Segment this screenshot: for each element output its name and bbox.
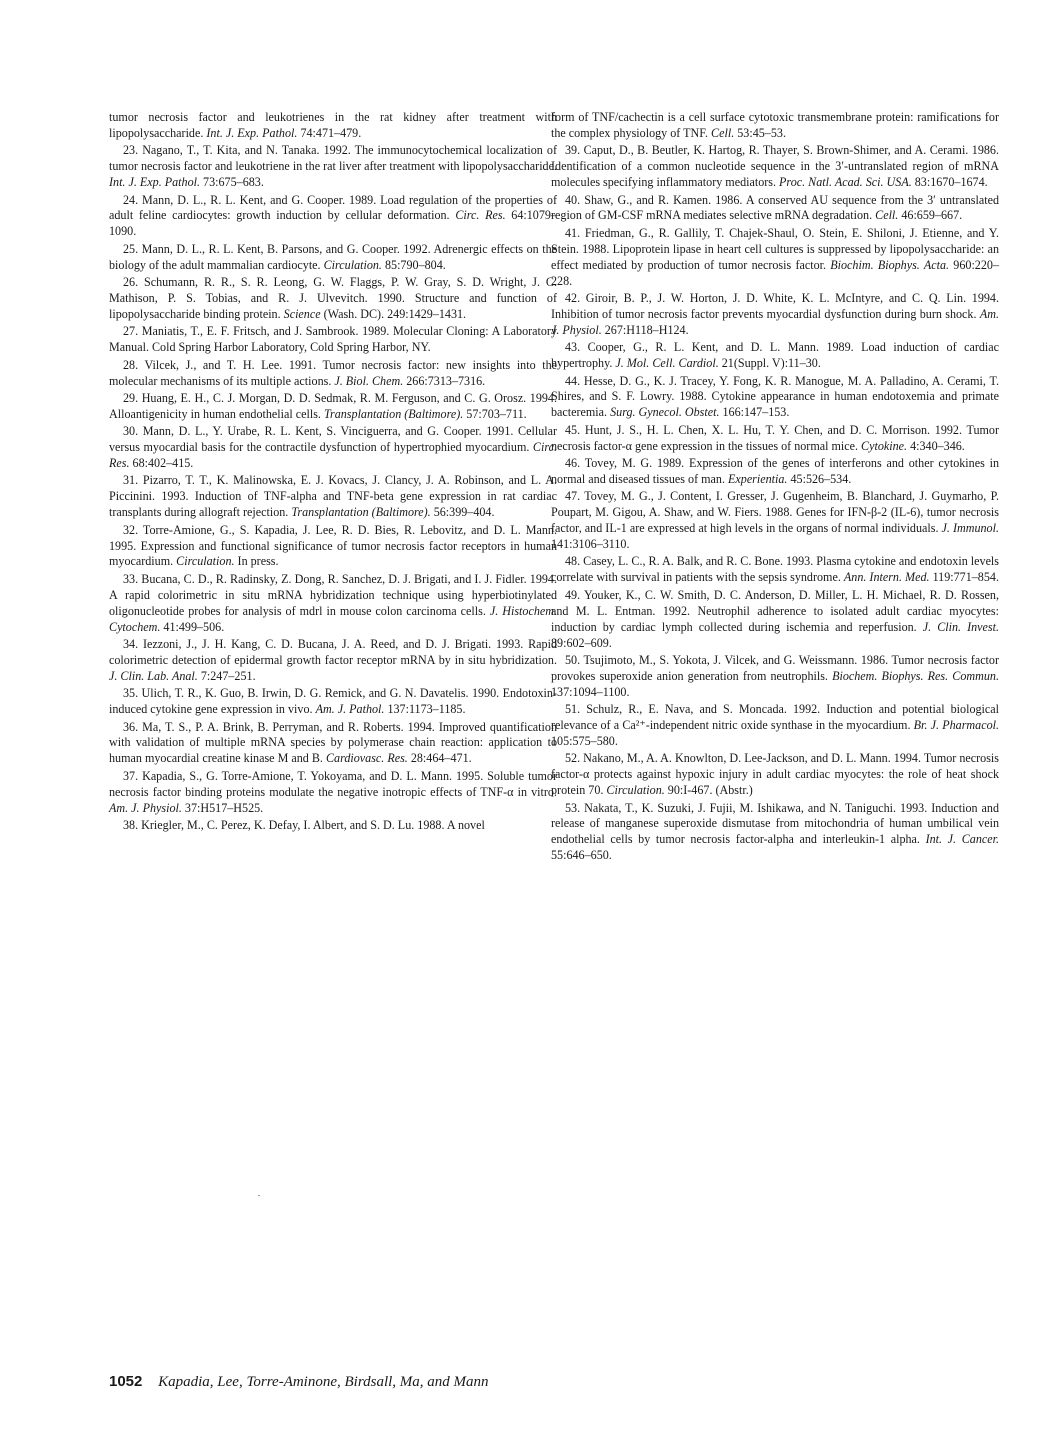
reference-citation-tail: 7:247–251. (197, 668, 256, 683)
reference-entry (551, 489, 999, 553)
reference-text: 28. Vilcek, J., and T. H. Lee. 1991. Tumor necrosis factor: new insights into the molecular mechanisms of its multiple actions. (109, 357, 557, 388)
journal-name: J. Biol. Chem. (334, 373, 404, 388)
reference-entry (551, 193, 999, 225)
reference-entry (109, 242, 557, 274)
reference-entry (109, 686, 557, 718)
reference-entry (551, 702, 999, 750)
journal-name: Transplantation (Baltimore). (291, 505, 431, 520)
reference-citation-tail: 56:399–404. (430, 505, 495, 520)
reference-text: 27. Maniatis, T., E. F. Fritsch, and J. Sambrook. 1989. Molecular Cloning: A Laboratory Manual. Cold Spring Harbor Laboratory, Cold Spring Harbor, NY. (109, 324, 557, 355)
reference-text: 47. Tovey, M. G., J. Content, I. Gresser, J. Gugenheim, B. Blanchard, J. Guymarho, P. Poupart, M. Gigou, A. Shaw, and W. Fiers. 1988. Genes for IFN-β-2 (IL-6), tumor necrosis factor, and IL-1 are expressed at high levels in the organs of normal individuals. (551, 489, 999, 536)
reference-text: 53. Nakata, T., K. Suzuki, J. Fujii, M. Ishikawa, and N. Taniguchi. 1993. Induction and release of manganese superoxide dismutase from mitochondria of human umbilical vein endothelial cells by tumor necrosis factor-alpha and interleukin-1 alpha. (551, 800, 999, 847)
journal-name: Experientia. (728, 471, 788, 486)
reference-text: 25. Mann, D. L., R. L. Kent, B. Parsons, and G. Cooper. 1992. Adrenergic effects on the biology of the adult mammalian cardiocyte. (109, 241, 557, 272)
reference-text: 34. Iezzoni, J., J. H. Kang, C. D. Bucana, J. A. Reed, and D. J. Brigati. 1993. Rapid colorimetric detection of epidermal growth factor receptor mRNA by in situ hybridization. (109, 637, 557, 667)
reference-text: 51. Schulz, R., E. Nava, and S. Moncada. 1992. Induction and potential biological relevance of a Ca²⁺-independent nitric oxide synthase in the myocardium. (551, 702, 999, 733)
reference-citation-tail: 105:575–580. (551, 733, 618, 748)
reference-entry (109, 324, 557, 356)
reference-citation-tail: 90:I-467. (Abstr.) (664, 783, 753, 798)
journal-name: Circulation. (323, 257, 382, 272)
reference-text: 38. Kriegler, M., C. Perez, K. Defay, I. Albert, and S. D. Lu. 1988. A novel (123, 817, 485, 832)
reference-citation-tail: (Wash. DC). 249:1429–1431. (320, 306, 467, 321)
journal-name: Cell. (875, 208, 899, 223)
journal-name: J. Immunol. (941, 521, 999, 536)
reference-text: 48. Casey, L. C., R. A. Balk, and R. C. Bone. 1993. Plasma cytokine and endotoxin levels correlate with survival in patients with the sepsis syndrome. (551, 554, 999, 585)
reference-citation-tail: 166:147–153. (719, 405, 790, 420)
reference-text: 37. Kapadia, S., G. Torre-Amione, T. Yokoyama, and D. L. Mann. 1995. Soluble tumor necrosis factor binding proteins modulate the negative inotropic effects of TNF-α in vitro. (109, 768, 557, 799)
reference-entry (109, 143, 557, 191)
reference-text: 30. Mann, D. L., Y. Urabe, R. L. Kent, S. Vinciguerra, and G. Cooper. 1991. Cellular versus myocardial basis for the contractile dysfunction of hypertrophied myocardium. (109, 424, 557, 455)
journal-name: J. Histochem. Cytochem. (109, 603, 557, 634)
journal-name: Int. J. Cancer. (925, 832, 999, 847)
reference-entry (551, 554, 999, 586)
reference-citation-tail: 28:464–471. (407, 751, 472, 766)
reference-text: 33. Bucana, C. D., R. Radinsky, Z. Dong, R. Sanchez, D. J. Brigati, and I. J. Fidler. 1994. A rapid colorimetric in situ mRNA hybridization technique using hyperbiotinylated oligonucleotide probes for analysis of mdrl in mouse colon carcinoma cells. (109, 571, 557, 618)
reference-entry (109, 523, 557, 571)
journal-name: Circulation. (606, 783, 665, 798)
reference-entry (551, 143, 999, 191)
reference-citation-tail: 119:771–854. (929, 570, 999, 585)
reference-entry (551, 751, 999, 799)
journal-name: Cytokine. (861, 438, 908, 453)
reference-citation-tail: 267:H118–H124. (601, 322, 689, 337)
reference-citation-tail: 141:3106–3110. (551, 537, 630, 552)
reference-text: 43. Cooper, G., R. L. Kent, and D. L. Mann. 1989. Load induction of cardiac hypertrophy. (551, 340, 999, 371)
journal-name: Circulation. (176, 554, 235, 569)
journal-name: Cell. (711, 125, 735, 140)
reference-entry (551, 374, 999, 422)
reference-text: tumor necrosis factor and leukotrienes in the rat kidney after treatment with lipopolysaccharide. (109, 110, 557, 140)
reference-entry (109, 769, 557, 817)
journal-name: Circ. Res. (455, 208, 506, 223)
reference-citation-tail: 4:340–346. (907, 438, 965, 453)
reference-citation-tail: 266:7313–7316. (403, 373, 486, 388)
reference-text: 49. Youker, K., C. W. Smith, D. C. Anderson, D. Miller, L. H. Michael, R. D. Rossen, and M. L. Entman. 1992. Neutrophil adherence to isolated adult cardiac myocytes: induction by cardiac lymph collected during ischemia and reperfusion. (551, 587, 999, 634)
reference-entry (109, 391, 557, 423)
reference-entry (109, 720, 557, 768)
reference-entry (551, 456, 999, 488)
reference-continuation (109, 110, 557, 142)
reference-entry (551, 340, 999, 372)
reference-text: 50. Tsujimoto, M., S. Yokota, J. Vilcek, and G. Weissmann. 1986. Tumor necrosis factor provokes superoxide anion generation from neutrophils. (551, 652, 999, 683)
reference-citation-tail: 85:790–804. (381, 257, 446, 272)
reference-text: 24. Mann, D. L., R. L. Kent, and G. Cooper. 1989. Load regulation of the properties of adult feline cardiocytes: growth induction by cellular deformation. (109, 192, 557, 223)
journal-name: Am. J. Physiol. (109, 800, 182, 815)
reference-citation-tail: 83:1670–1674. (911, 175, 988, 190)
reference-citation-tail: 960:220–228. (551, 257, 999, 288)
reference-text: 35. Ulich, T. R., K. Guo, B. Irwin, D. G. Remick, and G. N. Davatelis. 1990. Endotoxin-induced cytokine gene expression in vivo. (109, 686, 557, 717)
reference-entry (109, 473, 557, 521)
journal-name: Br. J. Pharmacol. (913, 718, 999, 733)
reference-citation-tail: 137:1173–1185. (384, 702, 466, 717)
reference-text: 31. Pizarro, T. T., K. Malinowska, E. J. Kovacs, J. Clancy, J. A. Robinson, and L. A. Piccinini. 1993. Induction of TNF-alpha and TNF-beta gene expression in rat cardiac transplants during allograft rejection. (109, 473, 557, 520)
reference-text: 26. Schumann, R. R., S. R. Leong, G. W. Flaggs, P. W. Gray, S. D. Wright, J. C. Mathison, P. S. Tobias, and R. J. Ulvevitch. 1990. Structure and function of lipopolysaccharide binding protein. (109, 275, 557, 321)
reference-citation-tail: 57:703–711. (463, 406, 527, 421)
reference-citation-tail: 53:45–53. (734, 125, 786, 140)
reference-text: 40. Shaw, G., and R. Kamen. 1986. A conserved AU sequence from the 3′ untranslated region of GM-CSF mRNA mediates selective mRNA degradation. (551, 192, 999, 223)
journal-name: Proc. Natl. Acad. Sci. USA. (779, 175, 912, 190)
reference-citation-tail: 37:H517–H525. (181, 800, 264, 815)
journal-name: Int. J. Exp. Pathol. (109, 175, 201, 190)
reference-entry (551, 423, 999, 455)
reference-citation-tail: 55:646–650. (551, 848, 612, 863)
reference-text: 23. Nagano, T., T. Kita, and N. Tanaka. 1992. The immunocytochemical localization of tumor necrosis factor and leukotriene in the rat liver after treatment with lipopolysaccharide. (109, 143, 557, 174)
reference-text: 52. Nakano, M., A. A. Knowlton, D. Lee-Jackson, and D. L. Mann. 1994. Tumor necrosis factor-α protects against hypoxic injury in adult cardiac myocytes: the role of heat shock protein 70. (551, 751, 999, 798)
reference-entry (109, 637, 557, 685)
journal-name: J. Mol. Cell. Cardiol. (615, 356, 719, 371)
reference-entry (551, 801, 999, 865)
reference-citation-tail: 74:471–479. (297, 125, 362, 140)
reference-text: 45. Hunt, J. S., H. L. Chen, X. L. Hu, T. Y. Chen, and D. C. Morrison. 1992. Tumor necrosis factor-α gene expression in the tissues of normal mice. (551, 422, 999, 453)
journal-name: Biochim. Biophys. Acta. (830, 257, 950, 272)
reference-entry (551, 226, 999, 290)
journal-name: Circ. Res. (109, 440, 557, 471)
reference-citation-tail: 45:526–534. (787, 471, 852, 486)
journal-name: Transplantation (Baltimore). (323, 406, 464, 421)
reference-citation-tail: 73:675–683. (200, 175, 264, 190)
reference-entry (551, 653, 999, 701)
reference-entry (109, 358, 557, 390)
reference-entry (551, 588, 999, 652)
journal-name: Surg. Gynecol. Obstet. (610, 405, 720, 420)
reference-citation-tail: 89:602–609. (551, 635, 612, 650)
reference-citation-tail: 46:659–667. (898, 208, 963, 223)
journal-name: Int. J. Exp. Pathol. (206, 125, 298, 140)
reference-text: 41. Friedman, G., R. Gallily, T. Chajek-Shaul, O. Stein, E. Shiloni, J. Etienne, and Y. Stein. 1988. Lipoprotein lipase in heart cell cultures is suppressed by lipopolysaccharide: an effect mediated by production of tumor necrosis factor. (551, 225, 999, 272)
reference-citation-tail: 21(Suppl. V):11–30. (718, 356, 821, 371)
journal-name: J. Clin. Invest. (922, 619, 1000, 634)
journal-name: Science (283, 306, 321, 321)
reference-entry (109, 193, 557, 241)
reference-citation-tail: 41:499–506. (160, 619, 225, 634)
page-number: 1052 (109, 1373, 143, 1390)
reference-column-left (109, 110, 557, 835)
reference-text: 29. Huang, E. H., C. J. Morgan, D. D. Sedmak, R. M. Ferguson, and C. G. Orosz. 1994. Alloantigenicity in human endothelial cells. (109, 390, 557, 421)
reference-entry (109, 424, 557, 472)
journal-name: Am. J. Physiol. (551, 306, 999, 337)
journal-name: Cardiovasc. Res. (325, 751, 408, 766)
reference-citation-tail: 64:1079–1090. (109, 208, 557, 239)
reference-entry (551, 291, 999, 339)
reference-entry (109, 572, 557, 636)
reference-text: 42. Giroir, B. P., J. W. Horton, J. D. White, K. L. McIntyre, and C. Q. Lin. 1994. Inhibition of tumor necrosis factor prevents myocardial dysfunction during burn shock. (551, 290, 999, 321)
reference-continuation (551, 110, 999, 142)
reference-text: form of TNF/cachectin is a cell surface cytotoxic transmembrane protein: ramifications for the complex physiology of TNF. (551, 110, 999, 140)
journal-name: Ann. Intern. Med. (843, 570, 930, 585)
reference-text: 44. Hesse, D. G., K. J. Tracey, Y. Fong, K. R. Manogue, M. A. Palladino, A. Cerami, T. Shires, and S. F. Lowry. 1988. Cytokine appearance in human endotoxemia and primate bacteremia. (551, 373, 999, 420)
reference-entry (109, 275, 557, 323)
reference-text: 39. Caput, D., B. Beutler, K. Hartog, R. Thayer, S. Brown-Shimer, and A. Cerami. 1986. Identification of a common nucleotide sequence in the 3′-untranslated region of mRNA molecules specifying inflammatory mediators. (551, 143, 999, 190)
reference-entry (109, 818, 557, 834)
journal-name: J. Clin. Lab. Anal. (109, 668, 198, 683)
reference-citation-tail: 137:1094–1100. (551, 684, 630, 699)
page-footer (109, 1373, 489, 1391)
journal-name: Biochem. Biophys. Res. Commun. (832, 668, 999, 683)
reference-text: 32. Torre-Amione, G., S. Kapadia, J. Lee, R. D. Bies, R. Lebovitz, and D. L. Mann. 1995. Expression and functional significance of tumor necrosis factor receptors in human myocardium. (109, 522, 557, 569)
reference-citation-tail: In press. (234, 554, 279, 569)
scan-speck (258, 1195, 260, 1196)
journal-name: Am. J. Pathol. (315, 702, 385, 717)
reference-text: 46. Tovey, M. G. 1989. Expression of the genes of interferons and other cytokines in normal and diseased tissues of man. (551, 456, 999, 486)
reference-citation-tail: 68:402–415. (129, 456, 194, 471)
reference-column-right (551, 110, 999, 866)
running-author-line: Kapadia, Lee, Torre-Aminone, Birdsall, Ma, and Mann (158, 1374, 489, 1390)
reference-text: 36. Ma, T. S., P. A. Brink, B. Perryman, and R. Roberts. 1994. Improved quantification with validation of multiple mRNA species by polymerase chain reaction: application to human myocardial creatine kinase M and B. (109, 719, 557, 766)
